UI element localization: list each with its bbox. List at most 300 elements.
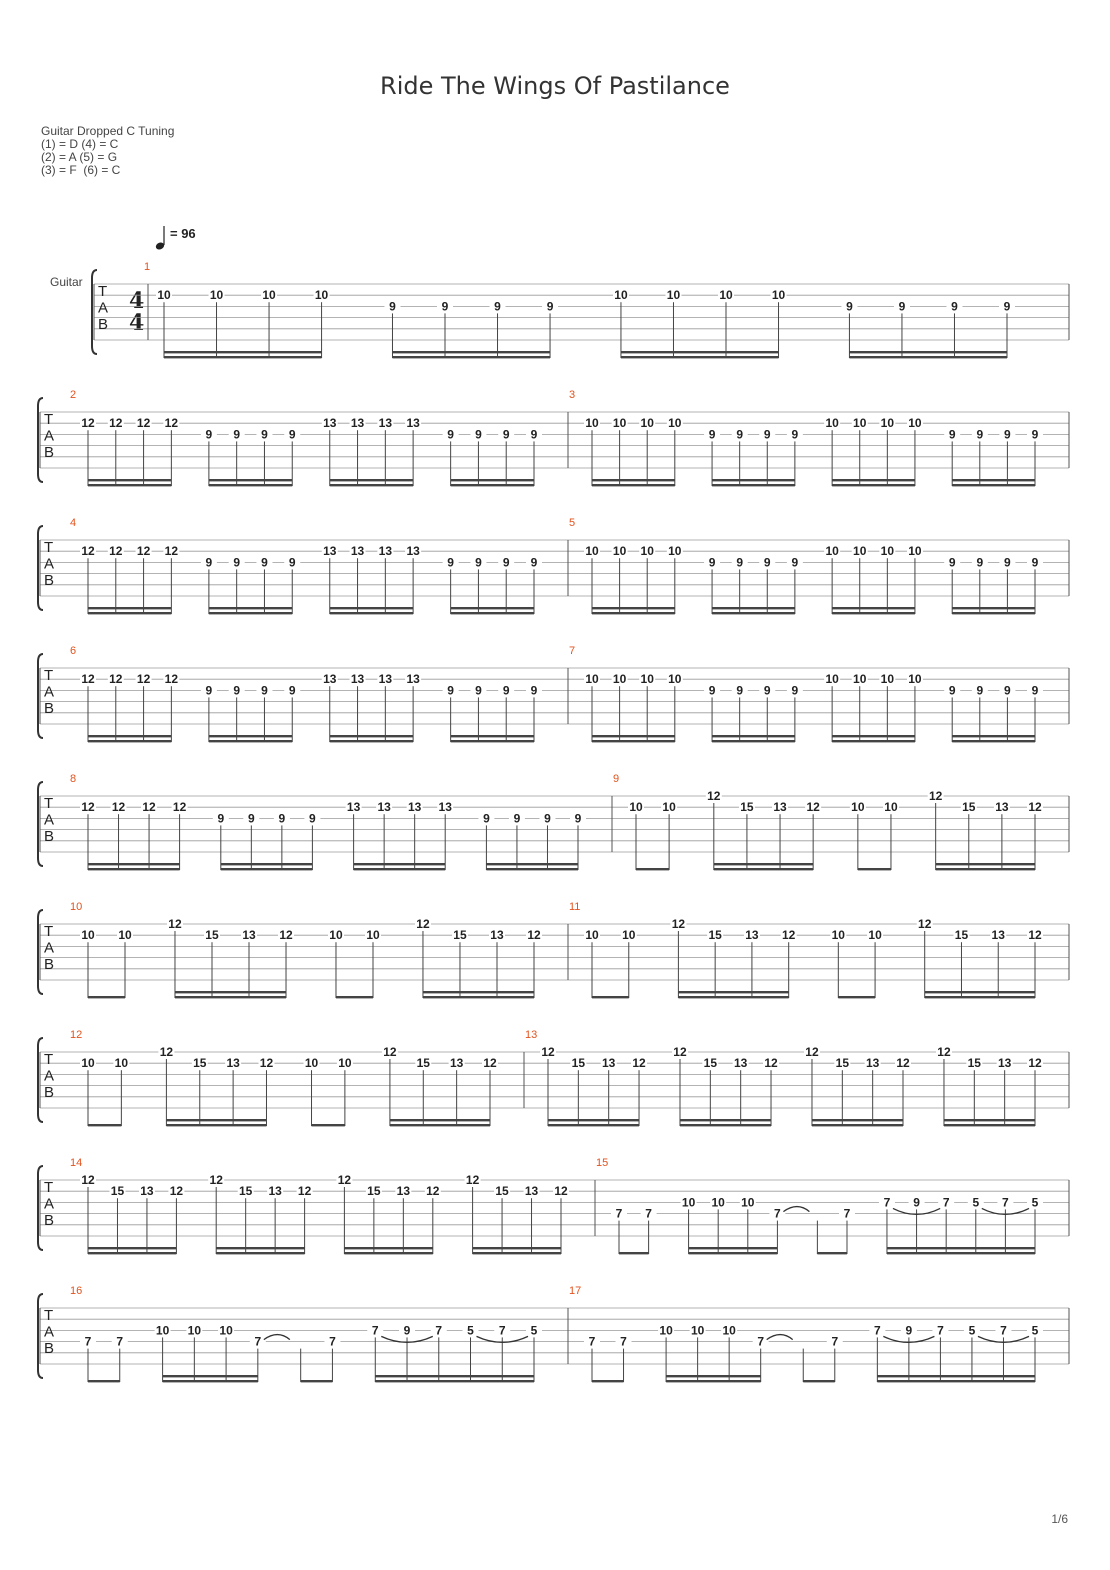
fret-number: 15 [193, 1056, 207, 1071]
fret-number: 7 [757, 1334, 765, 1349]
beam [636, 868, 669, 870]
tab-clef-letter: B [44, 572, 55, 589]
fret-number: 13 [350, 672, 365, 687]
fret-number: 12 [109, 544, 123, 559]
staff-system [38, 773, 1069, 870]
beam [952, 479, 1035, 481]
beam [88, 612, 171, 614]
fret-number: 12 [527, 928, 541, 943]
fret-number: 12 [111, 800, 126, 815]
fret-number: 7 [1002, 1195, 1009, 1210]
beam [344, 1247, 432, 1249]
beam [423, 996, 534, 998]
fret-number: 13 [378, 544, 393, 559]
fret-number: 15 [703, 1056, 718, 1071]
beam [330, 612, 413, 614]
fret-number: 12 [168, 917, 182, 931]
fret-number: 12 [159, 1045, 174, 1059]
beam [392, 356, 550, 358]
fret-number: 10 [853, 544, 867, 559]
fret-number: 5 [1031, 1323, 1039, 1338]
fret-number: 13 [995, 800, 1009, 815]
fret-number: 10 [668, 672, 682, 687]
tab-clef-letter: T [44, 1051, 54, 1068]
fret-number: 10 [81, 928, 95, 943]
fret-number: 9 [708, 427, 716, 442]
fret-number: 9 [288, 683, 296, 698]
fret-number: 15 [110, 1184, 125, 1199]
fret-number: 12 [782, 928, 796, 943]
fret-number: 9 [763, 683, 771, 698]
fret-number: 12 [937, 1045, 951, 1059]
fret-number: 7 [937, 1323, 944, 1338]
tab-clef-letter: A [44, 427, 55, 445]
fret-number: 10 [908, 544, 922, 559]
fret-number: 13 [242, 928, 256, 943]
beam [925, 996, 1035, 998]
fret-number: 7 [942, 1195, 950, 1210]
measure-number: 11 [569, 901, 581, 913]
beam [832, 479, 915, 481]
fret-number: 13 [378, 672, 393, 687]
fret-number: 13 [490, 928, 504, 943]
fret-number: 10 [825, 416, 839, 431]
fret-number: 12 [707, 789, 721, 803]
beam [952, 612, 1035, 614]
measure-number: 13 [525, 1029, 538, 1041]
fret-number: 12 [279, 928, 293, 943]
fret-number: 15 [967, 1056, 981, 1071]
fret-number: 12 [806, 800, 820, 815]
fret-number: 9 [205, 555, 213, 570]
fret-number: 9 [502, 683, 510, 698]
measure-number: 1 [144, 261, 151, 273]
fret-number: 12 [109, 416, 123, 431]
tab-clef-letter: A [44, 811, 55, 829]
beam [621, 351, 779, 353]
fret-number: 13 [407, 800, 422, 815]
tab-clef-letter: B [44, 956, 55, 973]
beam [619, 1252, 649, 1254]
staff-system [38, 645, 1069, 742]
beam [336, 996, 373, 998]
tab-clef-letter: T [98, 283, 108, 300]
beam [216, 1247, 304, 1249]
beam [952, 735, 1035, 737]
fret-number: 9 [1004, 427, 1011, 442]
fret-number: 9 [791, 683, 799, 698]
measure-number: 10 [70, 901, 83, 913]
fret-number: 12 [673, 1045, 687, 1059]
fret-number: 9 [233, 427, 241, 442]
fret-number: 15 [835, 1056, 850, 1071]
fret-number: 10 [612, 416, 627, 431]
fret-number: 10 [338, 1056, 352, 1071]
fret-number: 9 [763, 427, 771, 442]
fret-number: 9 [278, 811, 286, 826]
fret-number: 9 [736, 427, 744, 442]
beam [666, 1380, 761, 1382]
fret-number: 10 [722, 1323, 736, 1338]
measure [524, 1029, 1043, 1126]
beam [451, 607, 534, 609]
fret-number: 9 [948, 683, 956, 698]
beam [621, 356, 779, 358]
fret-number: 10 [668, 544, 682, 559]
beam [678, 991, 788, 993]
fret-number: 9 [544, 811, 551, 826]
fret-number: 10 [831, 928, 845, 943]
measure-number: 7 [569, 645, 576, 657]
beam [712, 612, 795, 614]
beam [175, 996, 286, 998]
measure [568, 1285, 1043, 1382]
fret-number: 9 [898, 299, 906, 314]
fret-number: 13 [745, 928, 759, 943]
tab-clef-letter: B [44, 1212, 55, 1229]
fret-number: 9 [261, 427, 268, 442]
fret-number: 13 [226, 1056, 240, 1071]
fret-number: 9 [233, 555, 241, 570]
fret-number: 13 [396, 1184, 411, 1199]
fret-number: 12 [337, 1173, 352, 1187]
fret-number: 10 [157, 288, 171, 303]
fret-number: 10 [880, 416, 895, 431]
fret-number: 13 [323, 416, 337, 431]
fret-number: 9 [205, 683, 213, 698]
fret-number: 9 [546, 299, 554, 314]
fret-number: 7 [588, 1334, 596, 1349]
fret-number: 10 [585, 928, 599, 943]
tab-clef-letter: B [44, 700, 55, 717]
fret-number: 9 [247, 811, 255, 826]
beam [548, 1124, 639, 1126]
beam [714, 863, 813, 865]
fret-number: 12 [671, 917, 686, 931]
fret-number: 7 [1000, 1323, 1007, 1338]
fret-number: 5 [968, 1323, 976, 1338]
fret-number: 10 [219, 1323, 233, 1338]
measure [612, 773, 1043, 870]
beam [375, 1375, 534, 1377]
measure-number: 14 [70, 1157, 83, 1169]
fret-number: 15 [954, 928, 969, 943]
beam [952, 740, 1035, 742]
fret-number: 10 [329, 928, 343, 943]
fret-number: 13 [406, 416, 420, 431]
fret-number: 12 [81, 544, 95, 559]
beam [832, 612, 915, 614]
fret-number: 10 [585, 416, 599, 431]
measure-number: 17 [569, 1285, 582, 1297]
fret-number: 7 [329, 1334, 336, 1349]
fret-number: 15 [495, 1184, 509, 1199]
fret-number: 12 [896, 1056, 910, 1071]
tab-clef-letter: A [44, 1195, 55, 1213]
fret-number: 12 [142, 800, 156, 815]
fret-number: 12 [554, 1184, 568, 1199]
beam [486, 868, 578, 870]
fret-number: 9 [708, 555, 716, 570]
beam [952, 607, 1035, 609]
fret-number: 9 [530, 683, 538, 698]
beam [209, 612, 292, 614]
staff-system [38, 1029, 1069, 1126]
fret-number: 10 [640, 416, 654, 431]
beam [712, 607, 795, 609]
beam [714, 868, 813, 870]
measure [70, 773, 586, 870]
beam [838, 996, 875, 998]
tab-clef-letter: A [44, 939, 55, 957]
tuning-heading: Guitar Dropped C Tuning [41, 124, 175, 138]
fret-number: 9 [513, 811, 521, 826]
fret-number: 10 [629, 800, 643, 815]
tempo-value: = 96 [170, 226, 196, 241]
beam [678, 996, 788, 998]
fret-number: 9 [288, 555, 296, 570]
fret-number: 7 [843, 1206, 851, 1221]
fret-number: 7 [254, 1334, 262, 1349]
fret-number: 9 [288, 427, 296, 442]
fret-number: 13 [350, 416, 365, 431]
measure-number: 9 [613, 773, 620, 785]
fret-number: 13 [733, 1056, 748, 1071]
beam [312, 1124, 345, 1126]
measure [144, 261, 1015, 358]
fret-number: 12 [805, 1045, 819, 1059]
beam [952, 484, 1035, 486]
measure-number: 8 [70, 773, 77, 785]
beam [689, 1252, 778, 1254]
measure [70, 1157, 569, 1254]
fret-number: 10 [719, 288, 733, 303]
beam [712, 735, 795, 737]
fret-number: 9 [1004, 555, 1011, 570]
fret-number: 10 [612, 544, 627, 559]
tab-clef-letter: A [98, 299, 109, 317]
fret-number: 10 [585, 672, 599, 687]
fret-number: 10 [640, 672, 654, 687]
tab-clef-letter: B [44, 444, 55, 461]
beam [451, 735, 534, 737]
tie-arc [783, 1207, 809, 1212]
measure-number: 15 [596, 1157, 609, 1169]
beam [877, 1380, 1035, 1382]
beam [473, 1247, 561, 1249]
fret-number: 9 [475, 427, 482, 442]
beam [375, 1380, 534, 1382]
fret-number: 13 [377, 800, 391, 815]
fret-number: 10 [853, 672, 867, 687]
fret-number: 10 [314, 288, 329, 303]
beam [163, 1375, 258, 1377]
time-signature-top: 4 [129, 288, 145, 314]
fret-number: 9 [951, 299, 958, 314]
fret-number: 9 [502, 555, 510, 570]
measure [70, 901, 542, 998]
tab-clef-letter: T [44, 795, 54, 812]
beam [88, 740, 171, 742]
beam [936, 868, 1035, 870]
song-title: Ride The Wings Of Pastilance [380, 72, 730, 100]
fret-number: 13 [524, 1184, 539, 1199]
fret-number: 9 [1004, 683, 1011, 698]
beam [592, 735, 675, 737]
fret-number: 10 [771, 288, 786, 303]
measure [70, 1285, 542, 1382]
beam [486, 863, 578, 865]
beam [330, 735, 413, 737]
staff-system [38, 1157, 1069, 1254]
tab-clef-letter: A [44, 1323, 55, 1341]
beam [88, 607, 171, 609]
beam [548, 1119, 639, 1121]
beam [390, 1119, 490, 1121]
fret-number: 7 [371, 1323, 379, 1338]
measure [70, 389, 542, 486]
beam [849, 351, 1007, 353]
fret-number: 15 [962, 800, 976, 815]
fret-number: 12 [918, 917, 932, 931]
fret-number: 5 [1031, 1195, 1039, 1210]
beam [209, 607, 292, 609]
beam [812, 1124, 903, 1126]
fret-number: 13 [268, 1184, 282, 1199]
beam [209, 484, 292, 486]
measure [568, 517, 1043, 614]
fret-number: 10 [585, 544, 599, 559]
beam [803, 1380, 835, 1382]
fret-number: 13 [773, 800, 787, 815]
fret-number: 9 [736, 555, 744, 570]
fret-number: 13 [449, 1056, 464, 1071]
beam [423, 991, 534, 993]
fret-number: 12 [465, 1173, 480, 1187]
fret-number: 10 [118, 928, 132, 943]
fret-number: 7 [831, 1334, 839, 1349]
fret-number: 13 [602, 1056, 616, 1071]
beam [925, 991, 1035, 993]
fret-number: 9 [217, 811, 225, 826]
fret-number: 12 [164, 544, 179, 559]
fret-number: 9 [791, 555, 799, 570]
fret-number: 9 [502, 427, 510, 442]
fret-number: 10 [666, 288, 681, 303]
beam [592, 996, 629, 998]
measure [568, 901, 1043, 998]
fret-number: 9 [1031, 683, 1039, 698]
fret-number: 5 [972, 1195, 980, 1210]
tuning-line-3: (3) = F (6) = C [41, 163, 121, 177]
beam [666, 1375, 761, 1377]
time-signature-bottom: 4 [129, 310, 145, 336]
tab-clef-letter: T [44, 1179, 54, 1196]
fret-number: 9 [530, 555, 538, 570]
fret-number: 9 [913, 1195, 920, 1210]
fret-number: 7 [116, 1334, 124, 1349]
fret-number: 13 [406, 672, 420, 687]
fret-number: 5 [530, 1323, 538, 1338]
fret-number: 13 [438, 800, 452, 815]
measure-number: 4 [70, 517, 77, 529]
beam [451, 740, 534, 742]
fret-number: 9 [976, 555, 984, 570]
instrument-label: Guitar [50, 275, 83, 289]
tuning-line-2: (2) = A (5) = G [41, 150, 118, 164]
fret-number: 9 [447, 427, 454, 442]
fret-number: 9 [530, 427, 538, 442]
tab-clef-letter: T [44, 923, 54, 940]
beam [164, 351, 322, 353]
fret-number: 12 [632, 1056, 646, 1071]
fret-number: 10 [659, 1323, 673, 1338]
beam [887, 1252, 1035, 1254]
measure-number: 5 [569, 517, 576, 529]
fret-number: 10 [681, 1195, 696, 1210]
fret-number: 5 [467, 1323, 474, 1338]
measure-number: 6 [70, 645, 77, 657]
fret-number: 9 [475, 555, 482, 570]
tab-clef-letter: T [44, 411, 54, 428]
fret-number: 10 [853, 416, 867, 431]
fret-number: 9 [791, 427, 799, 442]
fret-number: 15 [367, 1184, 381, 1199]
fret-number: 10 [114, 1056, 129, 1071]
fret-number: 12 [1028, 1056, 1042, 1071]
fret-number: 9 [447, 683, 454, 698]
fret-number: 12 [164, 416, 179, 431]
fret-number: 15 [416, 1056, 430, 1071]
measure-number: 2 [70, 389, 77, 401]
beam [473, 1252, 561, 1254]
fret-number: 13 [323, 672, 337, 687]
fret-number: 9 [233, 683, 241, 698]
fret-number: 10 [884, 800, 898, 815]
fret-number: 7 [774, 1206, 781, 1221]
fret-number: 7 [435, 1323, 443, 1338]
beam [944, 1124, 1035, 1126]
beam [166, 1124, 266, 1126]
fret-number: 9 [475, 683, 482, 698]
beam [592, 612, 675, 614]
beam [936, 863, 1035, 865]
fret-number: 7 [615, 1206, 623, 1221]
beam [221, 863, 313, 865]
fret-number: 7 [84, 1334, 92, 1349]
fret-number: 9 [261, 555, 268, 570]
beam [344, 1252, 432, 1254]
fret-number: 9 [1031, 555, 1039, 570]
fret-number: 10 [622, 928, 636, 943]
beam [451, 484, 534, 486]
staff-system [38, 389, 1069, 486]
beam [354, 863, 446, 865]
beam [812, 1119, 903, 1121]
fret-number: 12 [1028, 928, 1042, 943]
beam [592, 1380, 624, 1382]
fret-number: 9 [205, 427, 213, 442]
beam [88, 484, 171, 486]
fret-number: 7 [883, 1195, 891, 1210]
fret-number: 12 [136, 416, 151, 431]
measure [70, 645, 542, 742]
beam [887, 1247, 1035, 1249]
fret-number: 12 [541, 1045, 555, 1059]
measure [568, 389, 1043, 486]
tab-clef-letter: T [44, 539, 54, 556]
fret-number: 9 [483, 811, 490, 826]
